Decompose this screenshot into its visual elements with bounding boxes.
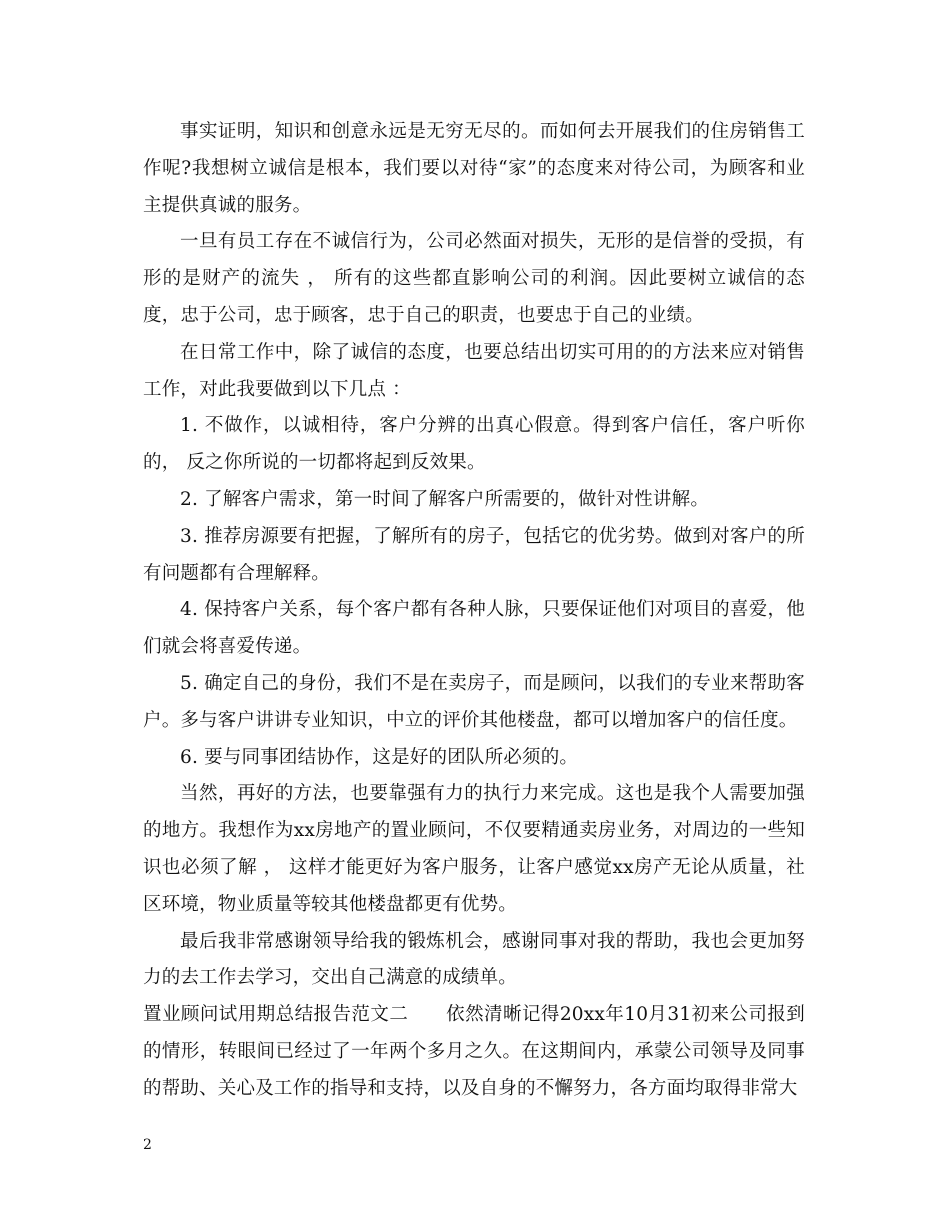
page-number: 2 — [143, 1137, 152, 1153]
list-item: 3. 推荐房源要有把握，了解所有的房子，包括它的优劣势。做到对客户的所有问题都有合理解释。 — [143, 525, 805, 584]
list-item: 5. 确定自己的身份，我们不是在卖房子，而是顾问，以我们的专业来帮助客户。多与客户讲讲专业知识，中立的评价其他楼盘，都可以增加客户的信任度。 — [143, 672, 805, 731]
document-body — [143, 114, 805, 1108]
list-item: 6. 要与同事团结协作，这是好的团队所必须的。 — [180, 746, 579, 768]
section-start-paragraph: 置业顾问试用期总结报告范文二 依然清晰记得20xx年10月31初来公司报到的情形，转眼间已经过了一年两个多月之久。在这期间内，承蒙公司领导及同事的帮助、关心及工作的指导和支持，以及自身的不懈努力，各方面均取得非常大 — [143, 1004, 805, 1099]
list-item: 1. 不做作，以诚相待，客户分辨的出真心假意。得到客户信任，客户听你的， 反之你所说的一切都将起到反效果。 — [143, 415, 805, 474]
paragraph: 当然，再好的方法，也要靠强有力的执行力来完成。这也是我个人需要加强的地方。我想作为xx房地产的置业顾问，不仅要精通卖房业务，对周边的一些知识也必须了解 ， 这样才能更好为客户服务，让客户感觉xx房产无论从质量，社区环境，物业质量等较其他楼盘都更有优势。 — [143, 783, 805, 915]
list-item: 2. 了解客户需求，第一时间了解客户所需要的，做针对性讲解。 — [180, 488, 710, 510]
paragraph: 事实证明，知识和创意永远是无穷无尽的。而如何去开展我们的住房销售工作呢?我想树立诚信是根本，我们要以对待“家”的态度来对待公司，为顾客和业主提供真诚的服务。 — [143, 121, 805, 216]
paragraph: 在日常工作中，除了诚信的态度，也要总结出切实可用的的方法来应对销售工作，对此我要做到以下几点 ： — [143, 341, 805, 400]
paragraph: 一旦有员工存在不诚信行为，公司必然面对损失，无形的是信誉的受损，有形的是财产的流失 ， 所有的这些都直影响公司的利润。因此要树立诚信的态度，忠于公司，忠于顾客，忠于自己的职责，也要忠于自己的业绩。 — [143, 231, 805, 326]
paragraph: 最后我非常感谢领导给我的锻炼机会，感谢同事对我的帮助，我也会更加努力的去工作去学习，交出自己满意的成绩单。 — [143, 930, 805, 989]
list-item: 4. 保持客户关系，每个客户都有各种人脉，只要保证他们对项目的喜爱，他们就会将喜爱传递。 — [143, 599, 805, 658]
